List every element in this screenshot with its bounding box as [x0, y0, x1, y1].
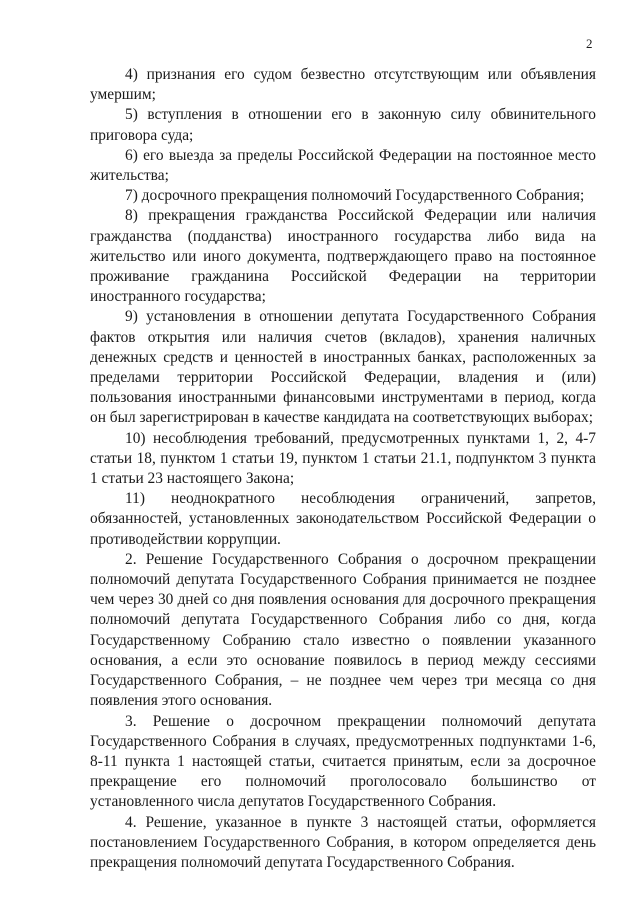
paragraph-item-4: 4. Решение, указанное в пункте 3 настоящей статьи, оформляется постановлением Государственного Собрания, в котором определяется день прекращения полномочий депутата Государственного Собрания. [90, 813, 596, 871]
paragraph-subitem-6: 6) его выезда за пределы Российской Федерации на постоянное место жительства; [90, 146, 596, 185]
paragraph-subitem-5: 5) вступления в отношении его в законную силу обвинительного приговора суда; [90, 106, 596, 144]
paragraph-item-3: 3. Решение о досрочном прекращении полномочий депутата Государственного Собрания в случаях, предусмотренных подпунктами 1-6, 8-11 пункта 1 настоящей статьи, считается принятым, если за досрочное прекращение его полномочий проголосовало большинство от установленного числа депутатов Государственного Собрания. [90, 712, 596, 811]
page-number: 2 [586, 36, 593, 51]
paragraph-subitem-4: 4) признания его судом безвестно отсутствующим или объявления умершим; [90, 66, 596, 104]
paragraph-subitem-8: 8) прекращения гражданства Российской Федерации или наличия гражданства (подданства) иностранного государства либо вида на жительство или иного документа, подтверждающего право на постоянное проживание гражданина Российской Федерации на территории иностранного государства; [90, 207, 596, 306]
paragraph-subitem-9: 9) установления в отношении депутата Государственного Собрания фактов открытия или наличия счетов (вкладов), хранения наличных денежных средств и ценностей в иностранных банках, расположенных за пределами территории Российской Федерации, владения и (или) пользования иностранными финансовыми инструментами в период, когда он был зарегистрирован в качестве кандидата на соответствующих выборах; [90, 308, 596, 427]
paragraph-subitem-11: 11) неоднократного несоблюдения ограничений, запретов, обязанностей, установленных законодательством Российской Федерации о противодействии коррупции. [90, 490, 596, 548]
paragraph-item-2: 2. Решение Государственного Собрания о досрочном прекращении полномочий депутата Государственного Собрания принимается не позднее чем через 30 дней со дня появления основания для досрочного прекращения полномочий депутата Государственного Собрания либо со дня, когда Государственному Собранию стало известно о появлении указанного основания, а если это основание появилось в период между сессиями Государственного Собрания, – не позднее чем через три месяца со дня появления этого основания. [90, 550, 596, 710]
paragraph-subitem-7: 7) досрочного прекращения полномочий Государственного Собрания; [125, 187, 585, 205]
document-body [90, 65, 596, 873]
paragraph-subitem-10: 10) несоблюдения требований, предусмотренных пунктами 1, 2, 4-7 статьи 18, пунктом 1 статьи 19, пунктом 1 статьи 21.1, подпунктом 3 пункта 1 статьи 23 настоящего Закона; [90, 429, 596, 488]
